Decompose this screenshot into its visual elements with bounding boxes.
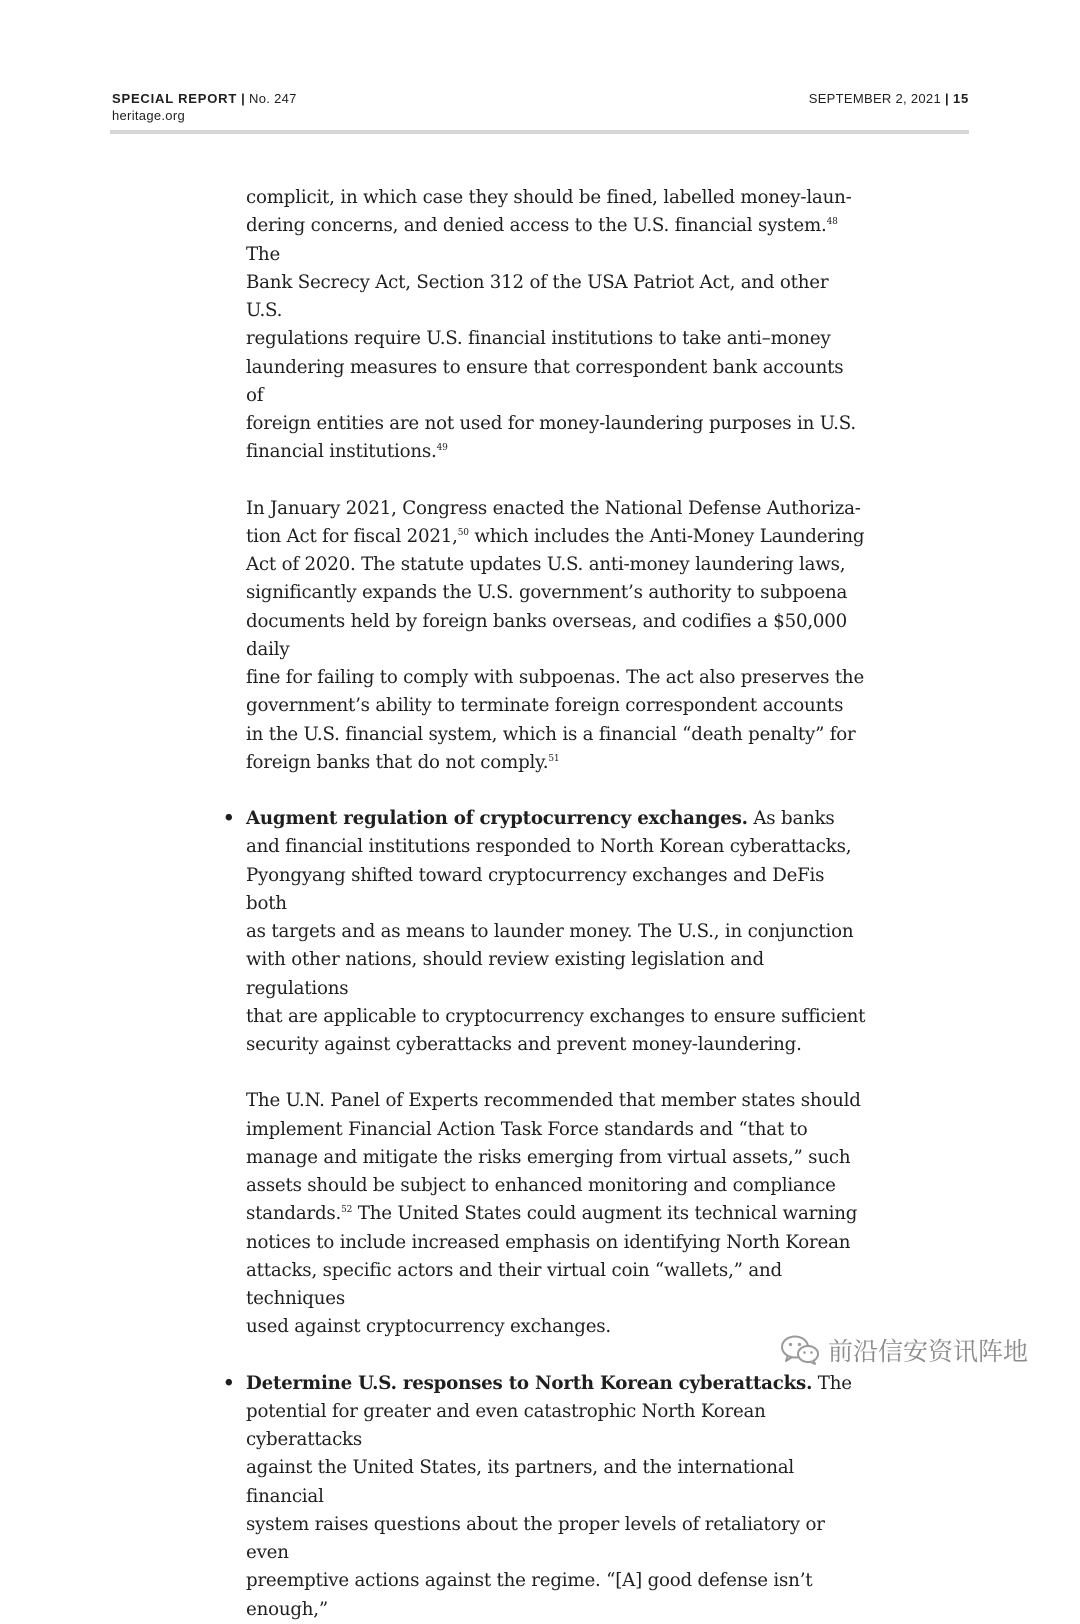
footnote-ref-49[interactable]: 49 xyxy=(436,443,448,454)
bullet-item-crypto xyxy=(223,805,866,1059)
report-number: No. 247 xyxy=(249,91,297,106)
header-separator: | xyxy=(241,91,246,106)
bullet-heading-responses: Determine U.S. responses to North Korean cyberattacks. xyxy=(246,1372,813,1394)
header-left xyxy=(112,90,297,124)
footnote-ref-51[interactable]: 51 xyxy=(548,753,560,764)
bullet-dot: • xyxy=(223,1372,235,1394)
bullet-item-responses xyxy=(223,1370,866,1624)
bullet-text-responses: Determine U.S. responses to North Korean cyberattacks. The potential for greater and even catastrophic North Korean cyberattacks against the United States, its partners, and the international financial system raises questions about the proper levels of retaliatory or even preemptive actions against the regime. “[A] good defense isn’t enough,” xyxy=(246,1372,852,1620)
paragraph-1: complicit, in which case they should be fined, labelled money-laun- dering concerns, and denied access to the U.S. financial system.$^{48}$ The Bank Secrecy Act, Section 312 of the USA Patriot Act, and other U.S. regulations require U.S. financial institutions to take anti–money laundering measures to ensure that correspondent bank accounts of foreign entities are not used for money-laundering purposes in U.S. financial institutions.$^{49}$ xyxy=(246,187,856,463)
report-label: SPECIAL REPORT xyxy=(112,91,238,106)
header-separator-right: | xyxy=(945,91,949,106)
report-date: SEPTEMBER 2, 2021 xyxy=(808,91,941,106)
bullet-heading-crypto: Augment regulation of cryptocurrency exchanges. xyxy=(246,808,748,829)
header-right xyxy=(809,90,969,107)
watermark-text: 前沿信安资讯阵地 xyxy=(828,1337,1029,1366)
report-body xyxy=(223,184,866,1624)
watermark xyxy=(780,1330,1028,1370)
paragraph-2: In January 2021, Congress enacted the National Defense Authoriza- tion Act for fiscal 2021,50 which includes the Anti-Money Laundering Act of 2020. The statute updates U.S. anti-money laundering laws, significantly expands the U.S. government’s authority to subpoena documents held by foreign banks overseas, and codifies a $50,000 daily fine for failing to comply with subpoenas. The act also preserves the government’s ability to terminate foreign correspondent accounts in the U.S. financial system, which is a financial “death penalty” for foreign banks that do not comply.$^{51}$ xyxy=(246,497,865,773)
footnote-ref-48[interactable]: 48 xyxy=(826,217,838,228)
site-link[interactable]: heritage.org xyxy=(112,108,185,123)
header-rule xyxy=(110,130,969,134)
footnote-ref-52[interactable]: 52 xyxy=(341,1205,353,1216)
paragraph-3: The U.N. Panel of Experts recommended that member states should implement Financial Action Task Force standards and “that to manage and mitigate the risks emerging from virtual assets,” such assets should be subject to enhanced monitoring and compliance standards.$^{52}$ The United States could augment its technical warning notices to include increased emphasis on identifying North Korean attacks, specific actors and their virtual coin “wallets,” and techniques used against cryptocurrency exchanges. xyxy=(246,1090,861,1338)
page-number: 15 xyxy=(952,91,969,106)
footnote-ref-50[interactable]: 50 xyxy=(457,527,469,538)
bullet-dot: • xyxy=(223,808,235,829)
bullet-text-crypto: Augment regulation of cryptocurrency exchanges. As banks and financial institutions responded to North Korean cyberattacks, Pyongyang shifted toward cryptocurrency exchanges and DeFis both as targets and as means to launder money. The U.S., in conjunction with other nations, should review existing legislation and regulations that are applicable to cryptocurrency exchanges to ensure sufficient security against cyberattacks and prevent money-laundering. xyxy=(246,808,866,1055)
wechat-icon xyxy=(780,1334,820,1366)
page-header xyxy=(112,88,969,128)
